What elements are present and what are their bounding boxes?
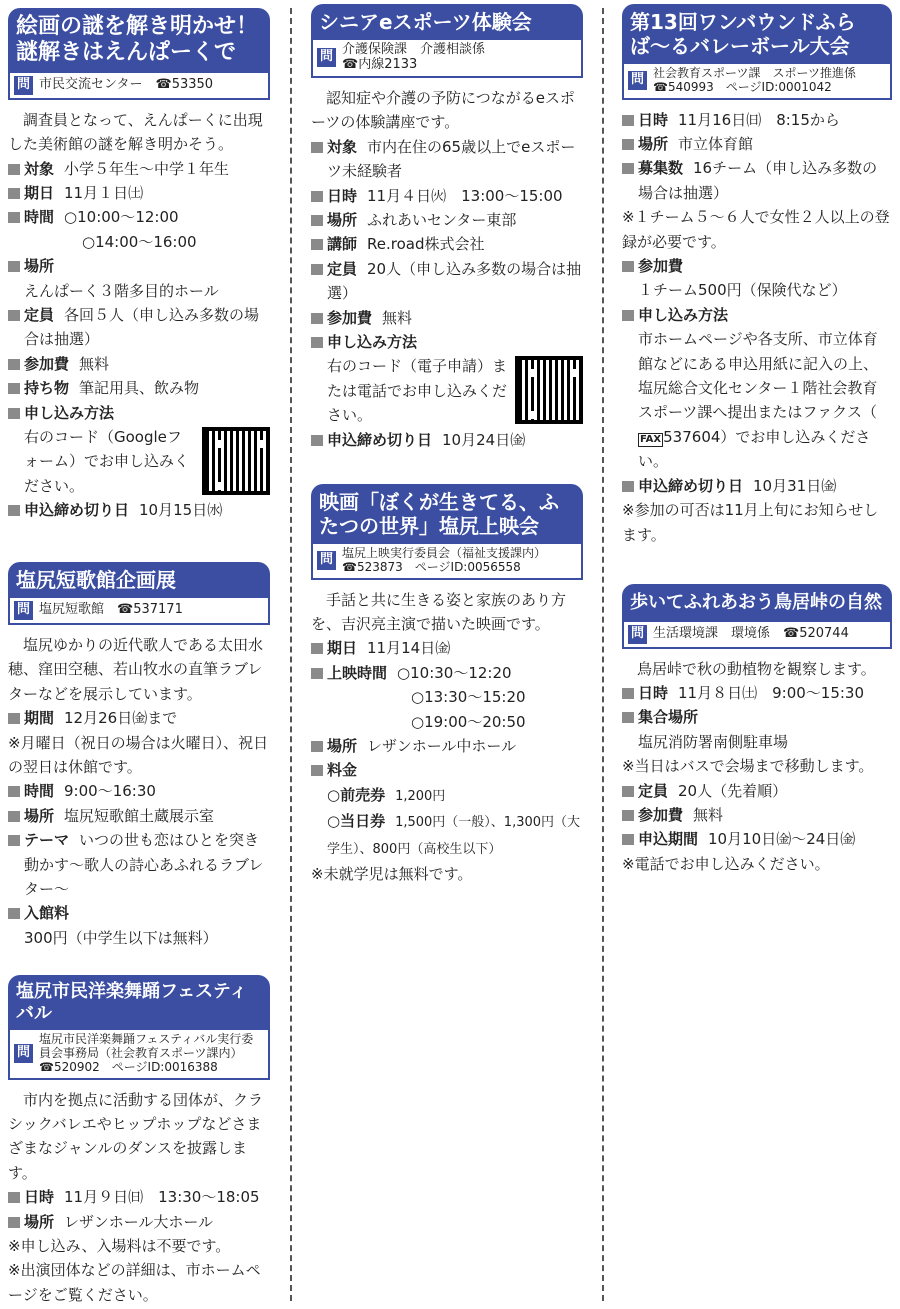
contact-box (8, 1030, 270, 1079)
note-text: ※参加の可否は11月上旬にお知らせします。 (622, 501, 879, 544)
showtime-row: 上映時間 ○10:30〜12:20 (311, 661, 583, 685)
time-row-2: ○14:00〜16:00 (82, 232, 197, 251)
contact-info: 塩尻市民洋楽舞踊フェスティバル実行委員会事務局（社会教育スポーツ課内） (39, 1032, 254, 1060)
place-value: えんぱーく３階多目的ホール (24, 281, 219, 300)
deadline-row: 申込締め切り日 10月31日㈮ (622, 474, 892, 498)
apply-value: 右のコード（Googleフォーム）でお申し込みください。 (24, 428, 190, 495)
note-text: ※未就学児は無料です。 (311, 865, 473, 884)
article-title: 映画「ぼくが生きてる、ふ たつの世界」塩尻上映会 (311, 484, 583, 544)
intro-text: 鳥居峠で秋の動植物を観察します。 (637, 659, 876, 678)
door-ticket-row: ○当日券 1,500円（一般）、1,300円（大学生）、800円（高校生以下） (327, 812, 581, 857)
place-row: 場所 レザンホール中ホール (311, 734, 583, 758)
contact-box (8, 73, 270, 100)
contact-info: 市民交流センター ☎53350 (39, 76, 214, 92)
fee-row: 参加費 無料 (622, 803, 892, 827)
inquiry-badge: 問 (14, 1044, 33, 1063)
meeting-place-row: 集合場所 (622, 705, 892, 729)
note-text: ※電話でお申し込みください。 (622, 854, 830, 873)
bring-row: 持ち物 筆記用具、飲み物 (8, 376, 270, 400)
teacher-row: 講師 Re.road株式会社 (311, 232, 583, 256)
inquiry-badge: 問 (628, 71, 647, 90)
theme-row: テーマ いつの世も恋はひとを突き動かす〜歌人の詩心あふれるラブレター〜 (8, 828, 270, 901)
note-text: ※当日はバスで会場まで移動します。 (622, 757, 874, 776)
article-title: シニアeスポーツ体験会 (311, 4, 583, 40)
qr-code-icon[interactable] (515, 356, 583, 424)
intro-text: 調査員となって、えんぱーくに出現した美術館の謎を解き明かそう。 (8, 110, 263, 154)
target-row: 対象 小学５年生〜中学１年生 (8, 157, 270, 181)
note-text: ※１チーム５〜６人で女性２人以上の登録が必要です。 (622, 208, 890, 251)
apply-row: 申し込み方法 (622, 303, 892, 327)
fax-icon: FAX (640, 433, 662, 445)
qr-code-icon[interactable] (202, 427, 270, 495)
contact-phone: ☎523873 ページID:0056558 (342, 559, 521, 574)
article-volleyball-tournament (622, 4, 892, 547)
contact-phone: ☎520902 ページID:0016388 (39, 1059, 218, 1074)
article-body (8, 633, 270, 950)
showtime-row-2: ○13:30〜15:20 (411, 688, 526, 707)
contact-info: 介護保険課 介護相談係 (342, 42, 486, 57)
article-title: 塩尻短歌館企画展 (8, 562, 270, 598)
contact-info: 塩尻上映実行委員会（福祉支援課内） (342, 546, 547, 560)
article-body (8, 108, 270, 523)
article-body (622, 108, 892, 547)
contact-box (311, 544, 583, 580)
price-row: 料金 (311, 758, 583, 782)
article-body (622, 657, 892, 877)
note-text: ※申し込み、入場料は不要です。 (8, 1237, 231, 1256)
fee-row: 参加費 (622, 254, 892, 278)
intro-text: 手話と共に生きる姿と家族のあり方を、吉沢亮主演で描いた映画です。 (311, 590, 567, 633)
contact-phone: ☎内線2133 (342, 56, 418, 72)
admission-row: 入館料300円（中学生以下は無料） (8, 901, 270, 950)
apply-value: 右のコード（電子申請）または電話でお申し込みください。 (327, 357, 508, 425)
capacity-row: 定員 20人（申し込み多数の場合は抽選） (311, 257, 583, 306)
deadline-row: 申込締め切り日 10月15日㈬ (8, 498, 270, 522)
article-torii-pass-nature (622, 584, 892, 876)
article-tanka-exhibition (8, 562, 270, 950)
place-row: 場所 レザンホール大ホール (8, 1210, 270, 1234)
showtime-row-3: ○19:00〜20:50 (411, 712, 526, 731)
recruit-row: 募集数 16チーム（申し込み多数の場合は抽選） (622, 156, 892, 205)
date-row: 期日 11月14日㈮ (311, 636, 583, 660)
meeting-place-value: 塩尻消防署南側駐車場 (638, 732, 789, 751)
date-row: 日時 11月８日㈯ 9:00〜15:30 (622, 681, 892, 705)
column-divider-2 (602, 8, 604, 1301)
contact-info: 塩尻短歌館 ☎537171 (39, 602, 183, 617)
place-row: 場所 市立体育館 (622, 132, 892, 156)
target-row: 対象 市内在住の65歳以上でeスポーツ未経験者 (311, 135, 583, 184)
apply-value: 市ホームページや各支所、市立体育館などにある申込用紙に記入の上、塩尻総合文化センター１階社会教育スポーツ課へ提出またはファクス（FAX 537604）でお申し込みください。 (638, 330, 879, 471)
contact-box (622, 64, 892, 100)
inquiry-badge: 問 (14, 76, 33, 95)
apply-row: 申し込み方法 (311, 330, 583, 354)
inquiry-badge: 問 (628, 625, 647, 644)
place-row: 場所 ふれあいセンター東部 (311, 208, 583, 232)
capacity-row: 定員 各回５人（申し込み多数の場合は抽選） (8, 303, 270, 352)
article-title: 絵画の謎を解き明かせ！ 謎解きはえんぱーくで (8, 8, 270, 73)
place-row: 場所 (8, 254, 270, 278)
article-body (311, 588, 583, 887)
note-text: ※月曜日（祝日の場合は火曜日）、祝日の翌日は休館です。 (8, 733, 269, 776)
period-row: 期間 12月26日㈮まで (8, 706, 270, 730)
contact-box (622, 622, 892, 649)
article-title: 第13回ワンバウンドふら ば〜るバレーボール大会 (622, 4, 892, 64)
note-text: ※出演団体などの詳細は、市ホームページをご覧ください。 (8, 1261, 261, 1304)
date-row: 日時 11月９日㈰ 13:30〜18:05 (8, 1185, 270, 1209)
inquiry-badge: 問 (317, 551, 336, 570)
intro-text: 塩尻ゆかりの近代歌人である太田水穂、窪田空穂、若山牧水の直筆ラブレターなどを展示しています。 (8, 635, 264, 703)
fee-value: １チーム500円（保険代など） (638, 281, 847, 300)
article-senior-esports (311, 4, 583, 452)
article-mystery-solving (8, 8, 270, 523)
advance-ticket-row: ○前売券 1,200円 (327, 785, 446, 804)
fee-row: 参加費 無料 (8, 352, 270, 376)
inquiry-badge: 問 (14, 601, 33, 620)
contact-box (311, 40, 583, 78)
inquiry-badge: 問 (317, 48, 336, 67)
fee-row: 参加費 無料 (311, 306, 583, 330)
article-body (311, 86, 583, 452)
date-row: 日時 11月４日㈫ 13:00〜15:00 (311, 184, 583, 208)
contact-box (8, 598, 270, 625)
date-row: 期日 11月１日㈯ (8, 181, 270, 205)
intro-text: 認知症や介護の予防につながるeスポーツの体験講座です。 (311, 88, 575, 132)
time-row: 時間 9:00〜16:30 (8, 779, 270, 803)
apply-period-row: 申込期間 10月10日㈮〜24日㈮ (622, 827, 892, 851)
intro-text: 市内を拠点に活動する団体が、クラシックバレエやヒップホップなどさまざまなジャンルのダンスを披露します。 (8, 1090, 264, 1182)
contact-phone: ☎540993 ページID:0001042 (653, 79, 832, 94)
contact-info: 社会教育スポーツ課 スポーツ推進係 (653, 66, 857, 80)
apply-row: 申し込み方法 (8, 401, 270, 425)
column-divider-1 (290, 8, 292, 1301)
date-row: 日時 11月16日㈰ 8:15から (622, 108, 892, 132)
article-body (8, 1088, 270, 1308)
contact-info: 生活環境課 環境係 ☎520744 (653, 625, 849, 641)
capacity-row: 定員 20人（先着順） (622, 779, 892, 803)
deadline-row: 申込締め切り日 10月24日㈮ (311, 428, 583, 452)
place-row: 場所 塩尻短歌館土蔵展示室 (8, 804, 270, 828)
article-movie-screening (311, 484, 583, 886)
article-title: 歩いてふれあおう鳥居峠の自然 (622, 584, 892, 622)
article-dance-festival (8, 975, 270, 1307)
article-title: 塩尻市民洋楽舞踊フェスティバル (8, 975, 270, 1030)
time-row: 時間 ○10:00〜12:00 (8, 205, 270, 229)
